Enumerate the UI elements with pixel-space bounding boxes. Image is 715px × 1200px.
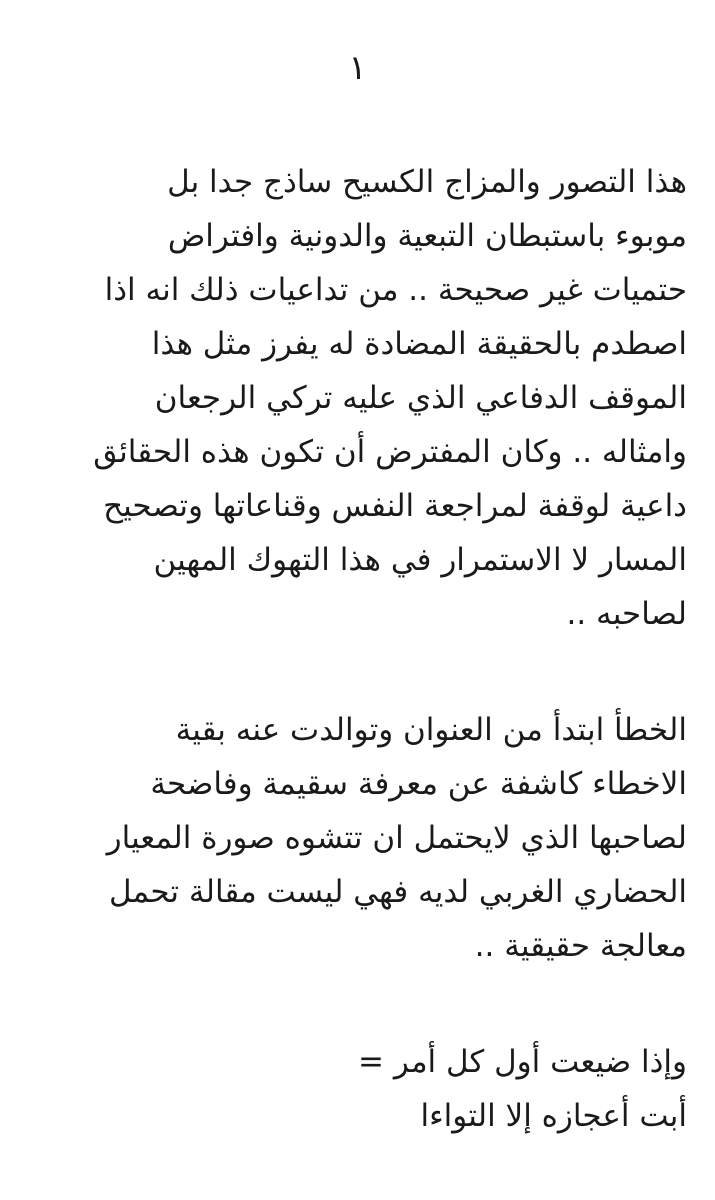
paragraph-1	[35, 155, 687, 641]
text-line: المسار لا الاستمرار في هذا التهوك المهين	[153, 542, 687, 578]
text-line: هذا التصور والمزاج الكسيح ساذج جدا بل	[167, 164, 687, 200]
text-line: موبوء باستبطان التبعية والدونية وافتراض	[167, 218, 687, 254]
paragraph-2	[35, 703, 687, 973]
text-line: اصطدم بالحقيقة المضادة له يفرز مثل هذا	[151, 326, 687, 362]
text-line: حتميات غير صحيحة .. من تداعيات ذلك انه اذا	[104, 272, 687, 308]
verse-line: وإذا ضيعت أول كل أمر =	[358, 1044, 687, 1080]
text-line: الموقف الدفاعي الذي عليه تركي الرجعان	[154, 380, 687, 416]
text-line: الحضاري الغربي لديه فهي ليست مقالة تحمل	[109, 874, 687, 910]
text-line: الاخطاء كاشفة عن معرفة سقيمة وفاضحة	[150, 766, 687, 802]
poetry-verse	[35, 1035, 687, 1143]
page-number: ١	[348, 48, 367, 88]
text-line: الخطأ ابتدأ من العنوان وتوالدت عنه بقية	[175, 712, 687, 748]
verse-line: أبت أعجازه إلا التواءا	[420, 1098, 687, 1134]
text-line: معالجة حقيقية ..	[474, 928, 687, 964]
text-line: لصاحبه ..	[566, 596, 687, 632]
text-line: لصاحبها الذي لايحتمل ان تتشوه صورة المعيار	[106, 820, 687, 856]
text-line: وامثاله .. وكان المفترض أن تكون هذه الحقائق	[93, 434, 687, 470]
text-line: داعية لوقفة لمراجعة النفس وقناعاتها وتصحيح	[103, 488, 687, 524]
